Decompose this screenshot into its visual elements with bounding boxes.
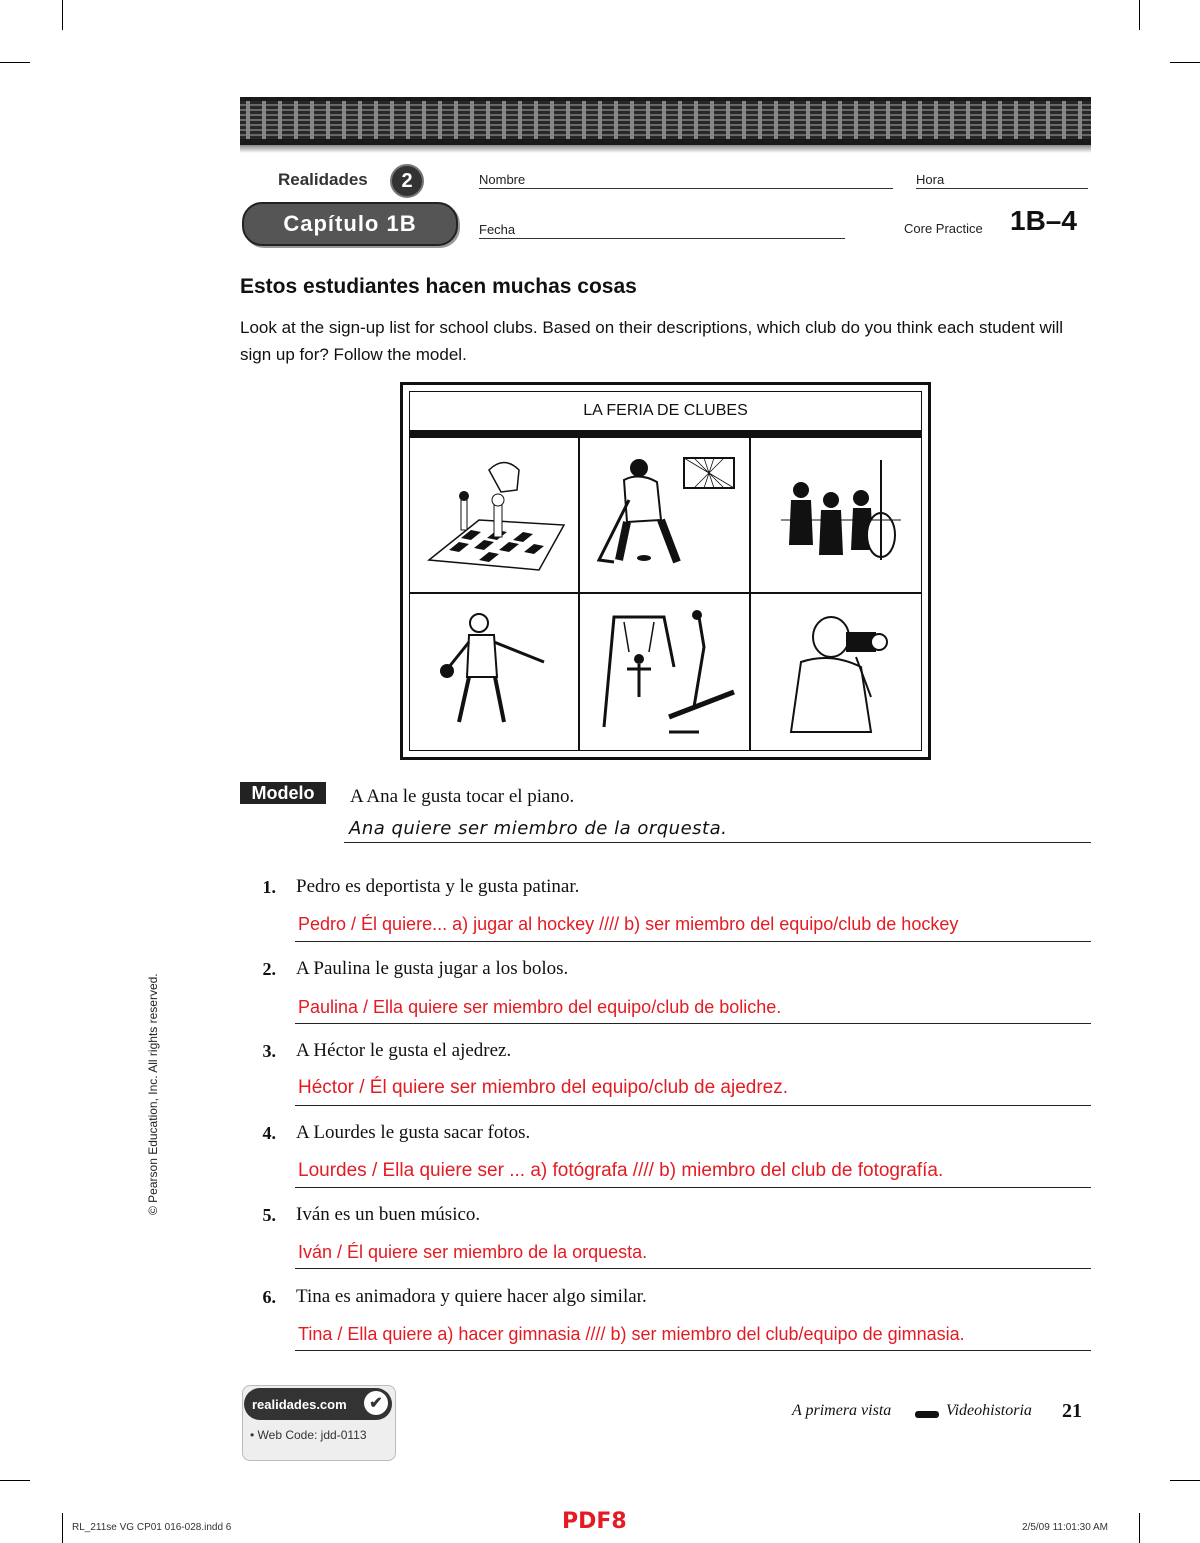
- orchestra-icon: [761, 450, 911, 580]
- modelo-tag: Modelo: [240, 782, 326, 804]
- gymnastics-icon: [589, 607, 739, 737]
- crop-mark: [1139, 0, 1140, 30]
- hora-field[interactable]: [916, 188, 1088, 189]
- header-pattern-band: [240, 97, 1091, 145]
- answer-line: [295, 1105, 1091, 1106]
- activity-instructions: Look at the sign-up list for school clubs. Based on their descriptions, which club do you think each student will sign up for? Follow the model.: [240, 318, 1064, 364]
- section-name-a: A primera vista: [792, 1402, 892, 1419]
- model-answer-line: [344, 842, 1091, 843]
- gymnastics-panel: [580, 594, 750, 750]
- answer-line: [295, 1350, 1091, 1351]
- hockey-panel: [580, 438, 750, 594]
- crop-mark: [62, 0, 63, 30]
- page-number: 21: [1062, 1400, 1082, 1422]
- bowling-icon: [419, 607, 569, 737]
- web-code: • Web Code: jdd-0113: [250, 1428, 367, 1442]
- chapter-badge: Capítulo 1B: [242, 202, 458, 246]
- website-link[interactable]: [244, 1388, 392, 1420]
- level-badge: 2: [390, 164, 424, 198]
- crop-mark: [0, 62, 30, 63]
- orchestra-panel: [751, 438, 921, 594]
- item-number: 6.: [262, 1287, 276, 1307]
- item-answer[interactable]: Tina / Ella quiere a) hacer gimnasia //// b) ser miembro del club/equipo de gimnasia.: [298, 1324, 965, 1344]
- item-answer[interactable]: Paulina / Ella quiere ser miembro del equipo/club de boliche.: [298, 997, 782, 1017]
- item-prompt: Iván es un buen músico.: [296, 1204, 481, 1225]
- club-fair-figure: [400, 382, 931, 760]
- section-separator: [915, 1411, 939, 1418]
- crop-mark: [1139, 1513, 1140, 1543]
- crop-mark: [62, 1513, 63, 1543]
- checkmark-icon: ✔: [364, 1391, 388, 1415]
- website-label: realidades.com: [252, 1396, 347, 1412]
- crop-mark: [1170, 1480, 1200, 1481]
- nombre-label: Nombre: [479, 172, 526, 187]
- chess-panel: [410, 438, 580, 594]
- item-answer[interactable]: Héctor / Él quiere ser miembro del equipo/club de ajedrez.: [298, 1077, 789, 1098]
- core-practice-label: Core Practice: [904, 221, 983, 236]
- item-prompt: A Héctor le gusta el ajedrez.: [296, 1040, 512, 1061]
- crop-mark: [1170, 62, 1200, 63]
- core-practice-number: 1B–4: [1010, 205, 1077, 236]
- item-answer[interactable]: Lourdes / Ella quiere ser ... a) fotógrafa //// b) miembro del club de fotografía.: [298, 1160, 944, 1181]
- nombre-field[interactable]: [479, 188, 893, 189]
- item-prompt: Tina es animadora y quiere hacer algo similar.: [296, 1286, 647, 1307]
- fecha-field[interactable]: [479, 238, 845, 239]
- item-number: 4.: [262, 1123, 276, 1143]
- item-number: 1.: [262, 877, 276, 897]
- figure-title: LA FERIA DE CLUBES: [583, 402, 748, 419]
- fecha-label: Fecha: [479, 222, 516, 237]
- photography-panel: [751, 594, 921, 750]
- section-name-b: Videohistoria: [946, 1402, 1032, 1419]
- model-answer: Ana quiere ser miembro de la orquesta.: [349, 818, 728, 839]
- item-number: 5.: [262, 1205, 276, 1225]
- file-slug: RL_211se VG CP01 016-028.indd 6: [72, 1522, 232, 1533]
- series-label: Realidades: [278, 170, 368, 189]
- hockey-icon: [589, 450, 739, 580]
- header-band-shadow: [240, 145, 1091, 153]
- item-number: 3.: [262, 1041, 276, 1061]
- item-prompt: Pedro es deportista y le gusta patinar.: [296, 876, 580, 897]
- hora-label: Hora: [916, 172, 945, 187]
- item-answer[interactable]: Pedro / Él quiere... a) jugar al hockey //// b) ser miembro del equipo/club de hockey: [298, 914, 959, 934]
- item-prompt: A Lourdes le gusta sacar fotos.: [296, 1122, 531, 1143]
- copyright-notice: © Pearson Education, Inc. All rights reserved.: [146, 973, 160, 1215]
- item-prompt: A Paulina le gusta jugar a los bolos.: [296, 958, 569, 979]
- answer-line: [295, 1187, 1091, 1188]
- date-slug: 2/5/09 11:01:30 AM: [1022, 1522, 1108, 1533]
- answer-line: [295, 941, 1091, 942]
- pdf-mark: PDF8: [562, 1509, 627, 1534]
- item-number: 2.: [262, 959, 276, 979]
- item-answer[interactable]: Iván / Él quiere ser miembro de la orquesta.: [298, 1242, 648, 1262]
- activity-title: Estos estudiantes hacen muchas cosas: [240, 275, 637, 298]
- photography-icon: [761, 607, 911, 737]
- answer-line: [295, 1268, 1091, 1269]
- chess-icon: [419, 450, 569, 580]
- crop-mark: [0, 1480, 30, 1481]
- model-prompt: A Ana le gusta tocar el piano.: [350, 786, 575, 807]
- answer-line: [295, 1023, 1091, 1024]
- bowling-panel: [410, 594, 580, 750]
